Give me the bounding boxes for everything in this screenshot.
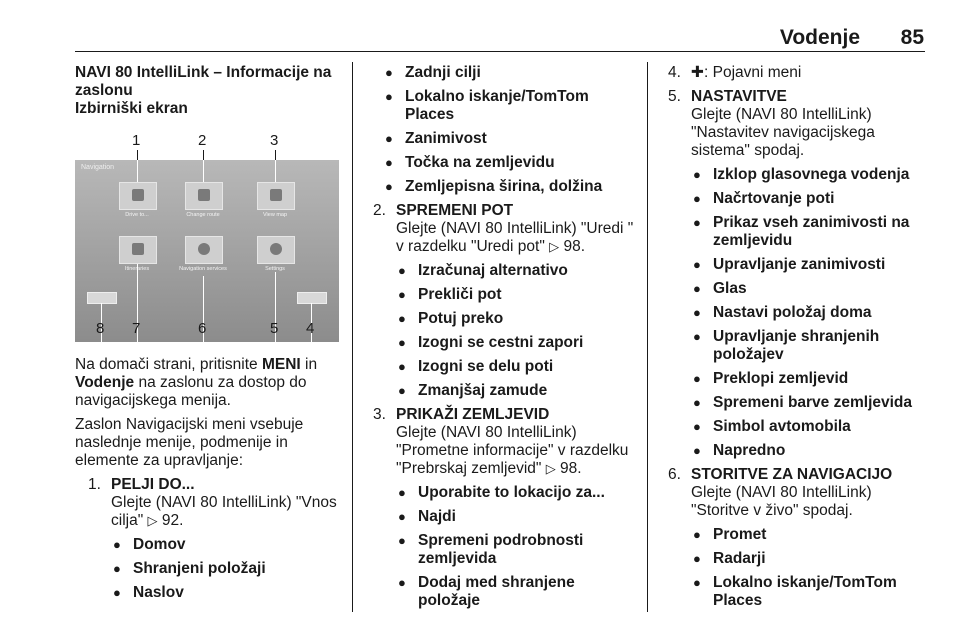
list-item-view-map: 3. PRIKAŽI ZEMLJEVID Glejte (NAVI 80 IntelliLink) "Prometne informacije" v razdelku "Prebrskaj zemljevid" ▷ 98. ● Uporabite to lokacijo za... ● Najdi ● Spremeni podrobnosti zemljevida ● Dodaj med shranjene položaje <box>373 406 635 610</box>
drive-to-label: Drive to... <box>125 212 149 218</box>
list-item-navigation-services: 6. STORITVE ZA NAVIGACIJO Glejte (NAVI 80 IntelliLink) "Storitve v živo" spodaj. ● Promet ● Radarji ● Lokalno iskanje/TomTom Places <box>668 466 926 610</box>
view-map-icon <box>270 189 282 201</box>
list-item-settings: 5. NASTAVITVE Glejte (NAVI 80 IntelliLink) "Nastavitev navigacijskega sistema" spodaj. ● Izklop glasovnega vodenja ● Načrtovanje poti ● Prikaz vseh zanimivosti na zemljevidu ● Upravljanje zanimivosti ● Glas ● Nastavi položaj doma ● Upravljanje shranjenih položajev ● Preklopi zemljevid ● Spremeni barve zemljevida ● Simbol avtomobila ● Napredno <box>668 88 926 460</box>
column-divider <box>647 62 648 612</box>
navigation-services-tile <box>185 236 223 264</box>
list-item: ● Spremeni barve zemljevida <box>691 394 926 412</box>
plus-icon: ✚ <box>691 64 704 81</box>
list-item: ● Načrtovanje poti <box>691 190 926 208</box>
list-item: ● Naslov <box>111 584 347 602</box>
change-route-label: Change route <box>186 212 220 218</box>
view-map-label: View map <box>262 212 288 218</box>
callout-line <box>137 160 138 182</box>
list-item: ● Spremeni podrobnosti zemljevida <box>396 532 635 568</box>
drive-to-tile <box>119 182 157 210</box>
list-item: ● Preklopi zemljevid <box>691 370 926 388</box>
list-item: ● Promet <box>691 526 926 544</box>
callout-7: 7 <box>132 320 141 337</box>
list-item: ● Zadnji cilji <box>383 64 635 82</box>
callout-2: 2 <box>198 132 207 149</box>
column-divider <box>352 62 353 612</box>
navigation-key-label: Vodenje <box>75 374 135 391</box>
section-heading: NAVI 80 IntelliLink – Informacije na zaslonu <box>75 64 332 99</box>
running-header-title: Vodenje <box>779 26 860 49</box>
list-item: ● Zemljepisna širina, dolžina <box>383 178 635 196</box>
arrow-icon: ▷ <box>147 513 158 528</box>
callout-line <box>275 150 276 160</box>
change-route-icon <box>198 189 210 201</box>
settings-icon <box>270 243 282 255</box>
bullet-list <box>396 484 635 610</box>
list-item: ● Napredno <box>691 442 926 460</box>
change-route-tile <box>185 182 223 210</box>
list-item: ● Simbol avtomobila <box>691 418 926 436</box>
bullet-list <box>383 64 635 196</box>
list-item: ● Lokalno iskanje/TomTom Places <box>383 88 635 124</box>
menu-key-label: MENI <box>261 356 301 373</box>
navigation-services-label: Navigation services <box>179 266 227 272</box>
callout-3: 3 <box>270 132 279 149</box>
list-item: ● Uporabite to lokacijo za... <box>396 484 635 502</box>
callout-5: 5 <box>270 320 279 337</box>
subsection-heading: Izbirniški ekran <box>75 100 188 117</box>
callout-line <box>137 150 138 160</box>
arrow-icon: ▷ <box>549 239 560 254</box>
list-item: ● Izogni se delu poti <box>396 358 635 376</box>
right-column <box>668 64 926 616</box>
intro-paragraph: Na domači strani, pritisnite MENI in Vodenje na zaslonu za dostop do navigacijskega menija. <box>75 356 318 409</box>
list-item-drive-to: 1. PELJI DO... Glejte (NAVI 80 IntelliLink) "Vnos cilja" ▷ 92. ● Domov ● Shranjeni položaji ● Naslov <box>88 476 347 602</box>
arrow-icon: ▷ <box>545 461 556 476</box>
left-column-body <box>75 356 347 608</box>
list-item: ● Izračunaj alternativo <box>396 262 635 280</box>
middle-column <box>373 64 635 616</box>
back-button <box>87 292 117 304</box>
bullet-list <box>691 526 926 610</box>
bullet-list <box>396 262 635 400</box>
itineraries-icon <box>132 243 144 255</box>
settings-tile <box>257 236 295 264</box>
list-item: ● Lokalno iskanje/TomTom Places <box>691 574 926 610</box>
menu-description-paragraph: Zaslon Navigacijski meni vsebuje naslednje menije, podmenije in elemente za upravljanje: <box>75 416 304 469</box>
page-number: 85 <box>900 26 924 49</box>
list-item: ● Radarji <box>691 550 926 568</box>
list-item: ● Dodaj med shranjene položaje <box>396 574 635 610</box>
callout-6: 6 <box>198 320 207 337</box>
callout-1: 1 <box>132 132 141 149</box>
screen-title: Navigation <box>81 164 115 171</box>
left-column <box>75 64 343 124</box>
list-item: ● Nastavi položaj doma <box>691 304 926 322</box>
list-item: ● Upravljanje zanimivosti <box>691 256 926 274</box>
callout-4: 4 <box>306 320 315 337</box>
callout-line <box>203 160 204 182</box>
popup-menu-button <box>297 292 327 304</box>
list-item: ● Upravljanje shranjenih položajev <box>691 328 926 364</box>
callout-8: 8 <box>96 320 105 337</box>
bullet-list <box>111 536 347 602</box>
navigation-screen <box>75 160 339 342</box>
itineraries-label: Itineraries <box>124 266 150 272</box>
settings-label: Settings <box>265 266 285 272</box>
list-item-popup-menu: 4. ✚: Pojavni meni <box>668 64 802 81</box>
list-item: ● Shranjeni položaji <box>111 560 347 578</box>
callout-line <box>275 160 276 182</box>
itineraries-tile <box>119 236 157 264</box>
list-item: ● Izklop glasovnega vodenja <box>691 166 926 184</box>
list-item-change-route: 2. SPREMENI POT Glejte (NAVI 80 IntelliLink) "Uredi " v razdelku "Uredi pot" ▷ 98. ● Izračunaj alternativo ● Prekliči pot ● Potuj preko ● Izogni se cestni zapori ● Izogni se delu poti ● Zmanjšaj zamude <box>373 202 635 400</box>
bullet-list <box>691 166 926 460</box>
view-map-tile <box>257 182 295 210</box>
header-rule <box>75 51 925 52</box>
list-item: ● Prekliči pot <box>396 286 635 304</box>
list-item: ● Izogni se cestni zapori <box>396 334 635 352</box>
list-item: ● Točka na zemljevidu <box>383 154 635 172</box>
list-item: ● Zanimivost <box>383 130 635 148</box>
list-item: ● Zmanjšaj zamude <box>396 382 635 400</box>
callout-line <box>203 150 204 160</box>
drive-to-icon <box>132 189 144 201</box>
list-item: ● Prikaz vseh zanimivosti na zemljevidu <box>691 214 926 250</box>
list-item: ● Potuj preko <box>396 310 635 328</box>
list-item: ● Glas <box>691 280 926 298</box>
list-item: ● Najdi <box>396 508 635 526</box>
list-item: ● Domov <box>111 536 347 554</box>
navigation-menu-figure <box>75 130 339 342</box>
navigation-services-icon <box>198 243 210 255</box>
